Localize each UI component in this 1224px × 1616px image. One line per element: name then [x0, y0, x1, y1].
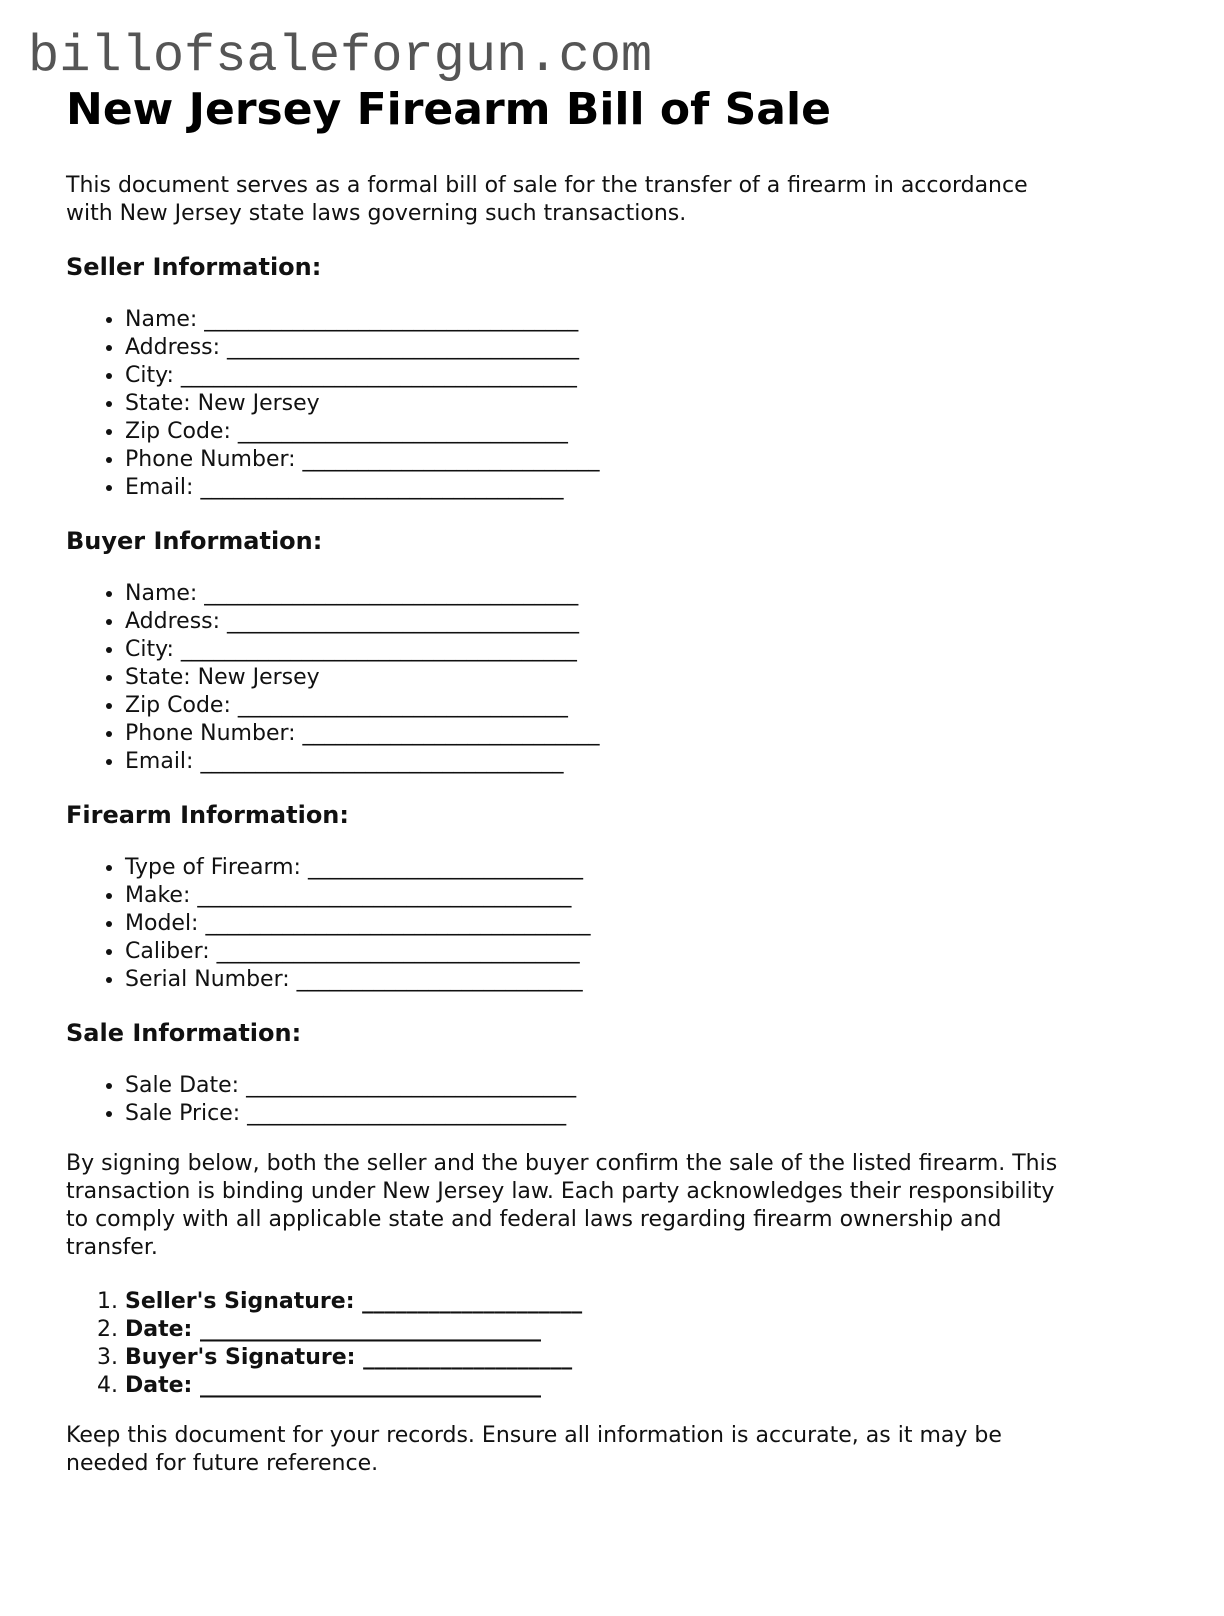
- firearm-make-field: • Make: __________________________________: [125, 882, 1164, 910]
- buyer-phone-field: • Phone Number: ___________________________: [125, 720, 1164, 748]
- buyer-address-field: • Address: ________________________________: [125, 608, 1164, 636]
- page-title: New Jersey Firearm Bill of Sale: [66, 84, 831, 135]
- intro-paragraph: [66, 172, 1164, 228]
- sale-information-list: [66, 1072, 1164, 1128]
- seller-date-label: Date: _______________________________: [125, 1317, 542, 1342]
- signature-list: [66, 1288, 1164, 1400]
- agreement-line-1: By signing below, both the seller and the buyer confirm the sale of the listed firearm. This: [66, 1151, 1058, 1176]
- seller-signature-line: [125, 1288, 1164, 1316]
- buyer-information-heading: Buyer Information:: [66, 527, 323, 555]
- seller-signature-label: Seller's Signature: ____________________: [125, 1289, 583, 1314]
- seller-date-line: [125, 1316, 1164, 1344]
- agreement-paragraph: [66, 1150, 1164, 1262]
- seller-name-field: • Name: __________________________________: [125, 306, 1164, 334]
- agreement-line-3: to comply with all applicable state and federal laws regarding firearm ownership and: [66, 1207, 1002, 1232]
- firearm-caliber-field: • Caliber: _________________________________: [125, 938, 1164, 966]
- sale-price-field: • Sale Price: _____________________________: [125, 1100, 1164, 1128]
- buyer-signature-line: [125, 1344, 1164, 1372]
- buyer-signature-label: Buyer's Signature: ___________________: [125, 1345, 573, 1370]
- seller-phone-field: • Phone Number: ___________________________: [125, 446, 1164, 474]
- seller-email-field: • Email: _________________________________: [125, 474, 1164, 502]
- sale-information-heading: Sale Information:: [66, 1019, 302, 1047]
- footer-note: [66, 1422, 1164, 1478]
- buyer-zip-field: • Zip Code: ______________________________: [125, 692, 1164, 720]
- footer-line-1: Keep this document for your records. Ensure all information is accurate, as it may be: [66, 1423, 1002, 1448]
- agreement-line-2: transaction is binding under New Jersey law. Each party acknowledges their responsibility: [66, 1179, 1055, 1204]
- seller-information-list: [66, 306, 1164, 502]
- intro-line-1: This document serves as a formal bill of sale for the transfer of a firearm in accordance: [66, 173, 1028, 198]
- buyer-information-list: [66, 580, 1164, 776]
- document-page: [0, 27, 1224, 1616]
- firearm-information-list: [66, 854, 1164, 994]
- intro-line-2: with New Jersey state laws governing such transactions.: [66, 201, 687, 226]
- buyer-state-field: • State: New Jersey: [125, 664, 1164, 692]
- firearm-type-field: • Type of Firearm: _________________________: [125, 854, 1164, 882]
- seller-address-field: • Address: ________________________________: [125, 334, 1164, 362]
- seller-information-heading: Seller Information:: [66, 253, 322, 281]
- sale-date-field: • Sale Date: ______________________________: [125, 1072, 1164, 1100]
- seller-state-field: • State: New Jersey: [125, 390, 1164, 418]
- footer-line-2: needed for future reference.: [66, 1451, 379, 1476]
- seller-zip-field: • Zip Code: ______________________________: [125, 418, 1164, 446]
- buyer-date-label: Date: _______________________________: [125, 1373, 542, 1398]
- agreement-line-4: transfer.: [66, 1235, 158, 1260]
- firearm-serial-field: • Serial Number: __________________________: [125, 966, 1164, 994]
- firearm-model-field: • Model: ___________________________________: [125, 910, 1164, 938]
- buyer-name-field: • Name: __________________________________: [125, 580, 1164, 608]
- site-logo: billofsaleforgun.com: [28, 27, 653, 86]
- buyer-city-field: • City: ____________________________________: [125, 636, 1164, 664]
- firearm-information-heading: Firearm Information:: [66, 801, 349, 829]
- buyer-date-line: [125, 1372, 1164, 1400]
- seller-city-field: • City: ____________________________________: [125, 362, 1164, 390]
- buyer-email-field: • Email: _________________________________: [125, 748, 1164, 776]
